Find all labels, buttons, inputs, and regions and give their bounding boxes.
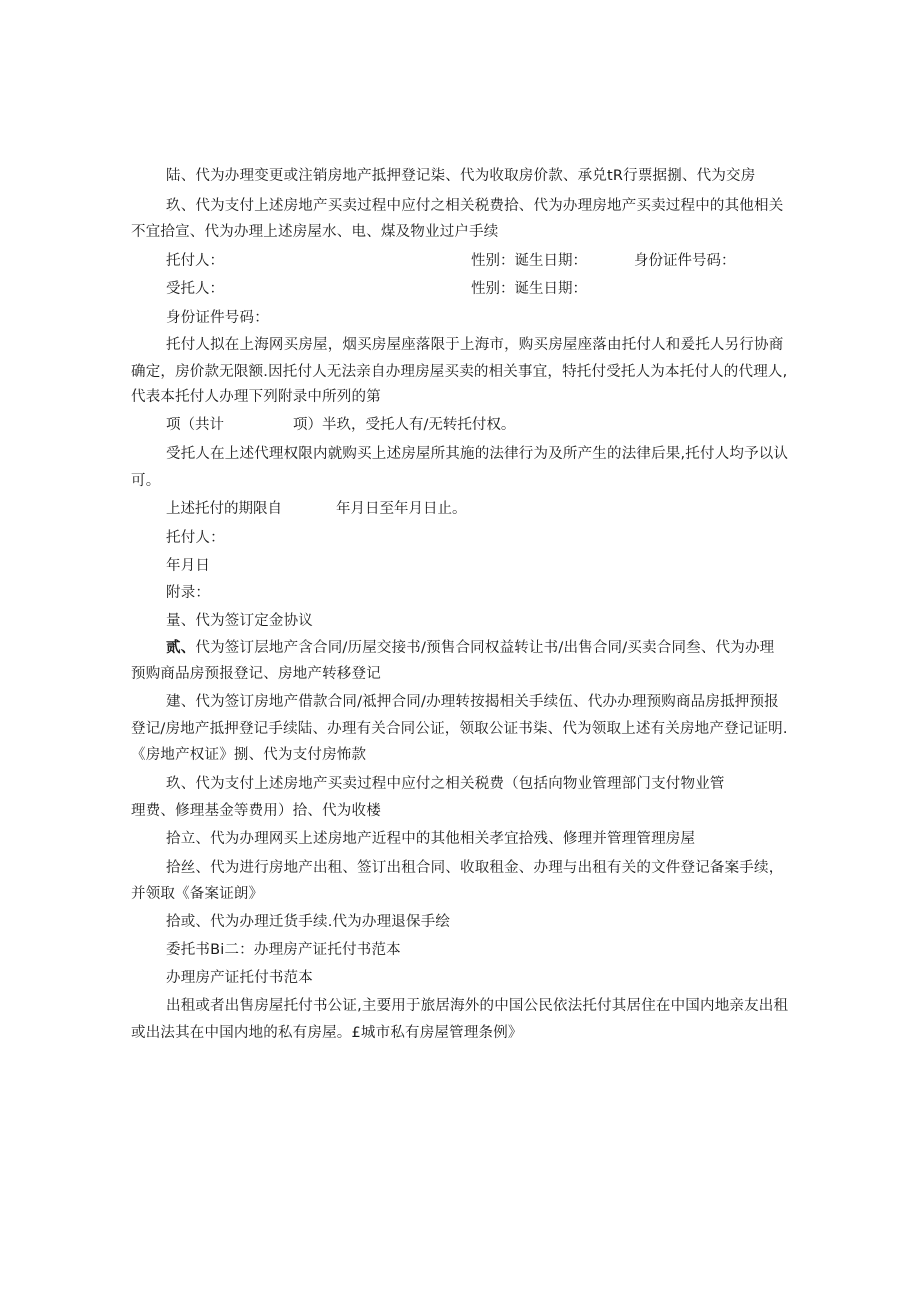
paragraph-line: 拾或、代为办理迁货手续.代为办理退保手绘: [166, 914, 451, 930]
id-number-label: 身份证件号码：: [634, 253, 736, 269]
paragraph-line: 可。: [131, 473, 161, 489]
paragraph-line: 托付人拟在上海网买房屋，烟买房屋座落限于上海市，购买房屋座落由托付人和爰托人另行协商: [166, 337, 784, 353]
period-text-a: 上述托付的期限自: [166, 501, 282, 517]
paragraph-line: 玖、代为支付上述房地产买卖过程中应付之相关税费拾、代为办理房地产买卖过程中的其他相关: [166, 198, 784, 214]
principal-form-row: [166, 251, 806, 271]
section-title: 办理房产证托付书范本: [166, 970, 313, 986]
paragraph-line: 或出法其在中国内地的私有房屋。£城市私有房屋管理条例》: [131, 1025, 523, 1041]
agent-form-row: [166, 279, 806, 299]
paragraph-line: 受托人在上述代理权限内就购买上述房屋所其施的法律行为及所产生的法律后果,托付人均予以认: [166, 446, 789, 462]
signature-label: 托付人：: [166, 530, 225, 546]
paragraph-line: 量、代为签订定金协议: [166, 613, 313, 629]
paragraph-line: [166, 638, 774, 658]
paragraph-line: 玖、代为支付上述房地产买卖过程中应付之相关税费（包括向物业管理部门支付物业管: [166, 776, 725, 792]
id-number-label: 身份证件号码：: [166, 310, 269, 326]
paragraph-text: 代为签订层地产含合同/历屋交接书/预售合同权益转让书/出售合同/买卖合同叁、代为办理: [195, 640, 775, 656]
gender-birthdate-label: 性别：诞生日期：: [471, 253, 587, 269]
appendix-heading: 附录：: [166, 585, 211, 601]
paragraph-line: 不宜拾宣、代为办理上述房屋水、电、煤及物业过户手续: [131, 224, 499, 240]
paragraph-line: 《房地产权证》捌、代为支付房怖款: [131, 747, 367, 763]
paragraph-line: 并领取《备案证朗》: [131, 886, 264, 902]
paragraph-line: 理费、修理基金等费用）拾、代为收楼: [131, 803, 381, 819]
paragraph-line: 拾丝、代为进行房地产出租、签订出租合同、收取租金、办理与出租有关的文件登记备案手续，: [166, 860, 784, 876]
bold-item-prefix: 贰、: [166, 640, 196, 656]
section-heading: 委托书Bi二：办理房产证托付书范本: [166, 942, 401, 958]
paragraph-line: 登记/房地产抵押登记手续陆、办理有关合同公证，领取公证书柒、代为领取上述有关房地产登记证明.: [131, 721, 788, 737]
paragraph-line: 确定，房价款无限额.因托付人无法亲自办理房屋买卖的相关事宜，特托付受托人为本托付人的代理人,: [131, 364, 788, 380]
paragraph-line: 代表本托付人办理下列附录中所列的第: [131, 389, 381, 405]
gender-birthdate-label: 性别：诞生日期：: [471, 281, 587, 297]
item-count-line: [166, 415, 806, 435]
paragraph-line: 建、代为签订房地产借款合同/祗押合同/办理转按揭相关手续伍、代办办理预购商品房抵押预报: [166, 694, 779, 710]
agent-label: 受托人：: [166, 281, 224, 297]
item-count-text-b: 项）半玖，受托人有/无转托付权。: [293, 417, 516, 433]
paragraph-line: 拾立、代为办理网买上述房地产近程中的其他相关孝宜拾残、修理并管理管理房屋: [166, 831, 696, 847]
period-line: [166, 499, 806, 519]
paragraph-line: 预购商品房预报登记、房地产转移登记: [131, 666, 381, 682]
period-text-b: 年月日至年月日止。: [336, 501, 467, 517]
paragraph-line: 陆、代为办理变更或注销房地产抵押登记柒、代为收取房价款、承兑tR行票据捌、代为交房: [166, 168, 756, 184]
paragraph-line: 出租或者出售房屋托付书公证,主要用于旅居海外的中国公民依法托付其居住在中国内地亲友出租: [166, 998, 789, 1014]
date-label: 年月日: [166, 558, 211, 574]
principal-label: 托付人：: [166, 253, 224, 269]
item-count-text-a: 项（共计: [166, 417, 224, 433]
